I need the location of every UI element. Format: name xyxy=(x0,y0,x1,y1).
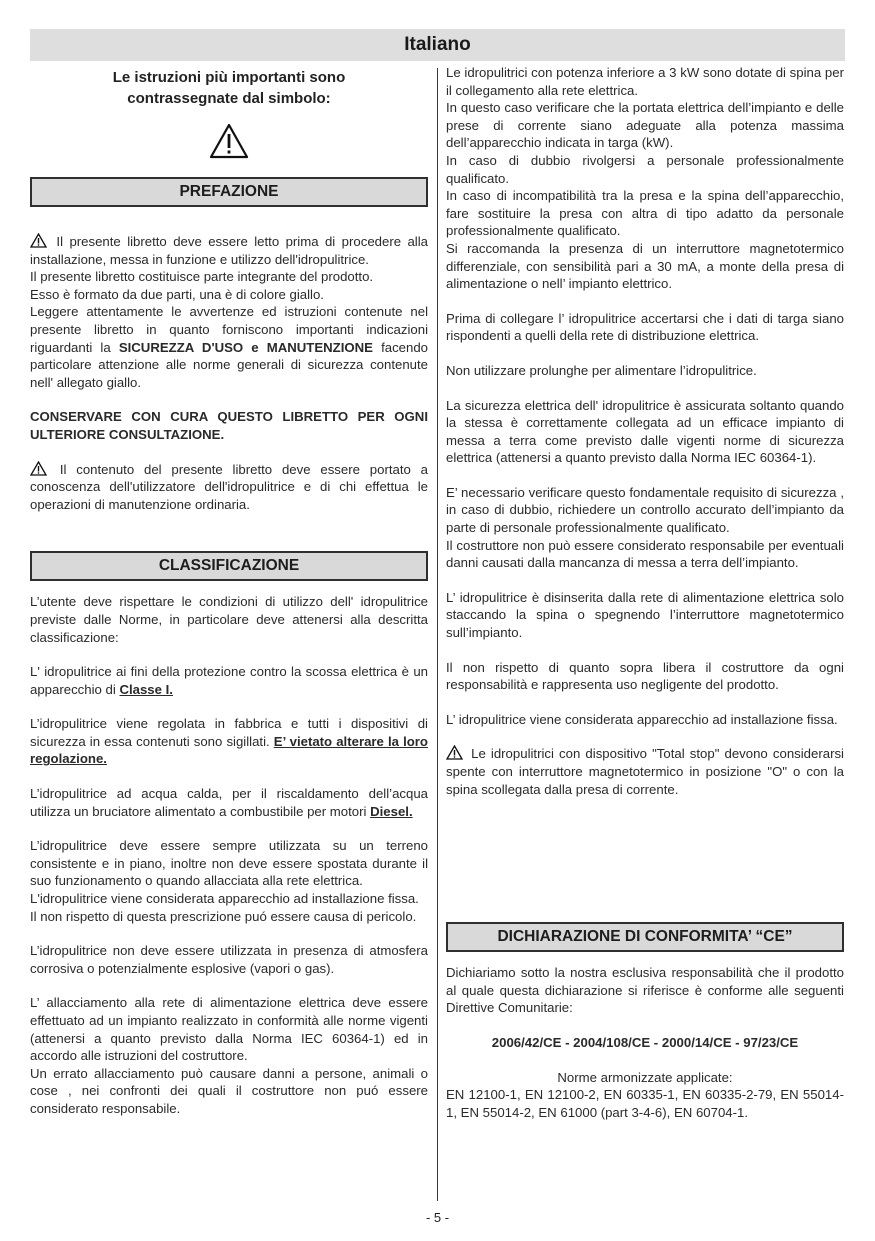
conformita-norme-title: Norme armonizzate applicate: xyxy=(557,1069,733,1085)
warning-icon xyxy=(30,461,47,476)
prefazione-text-d2: SICUREZZA D'USO e MANUTENZIONE xyxy=(118,339,373,355)
prefazione-text-c: Esso è formato da due parti, una è di colore giallo. xyxy=(30,286,324,302)
prefazione-conservare: CONSERVARE CON CURA QUESTO LIBRETTO PER OGNI ULTERIORE CONSULTAZIONE. xyxy=(30,409,428,442)
right-p13: L’ idropulitrice viene considerata apparecchio ad installazione fissa. xyxy=(446,711,838,727)
vietato-alterare: E’ vietato alterare la loro regolazione. xyxy=(30,733,428,767)
classificazione-p7b: Un errato allacciamento può causare danni a persone, animali o cose , nei confronti dei quali il costruttore non puó essere considerato responsabile. xyxy=(30,1065,428,1116)
right-p9: E’ necessario verificare questo fondamentale requisito di sicurezza , in caso di dubbio, richiedere un controllo accurato dell’impianto da parte di personale professionalmente qualificato. xyxy=(446,484,844,536)
classificazione-p3 xyxy=(30,715,428,768)
classificazione-p2 xyxy=(30,663,428,698)
right-p11: L’ idropulitrice è disinserita dalla rete di alimentazione elettrica solo staccando la spina o spegnendo l’interruttore magnetotermico sull’impianto. xyxy=(446,589,844,641)
classificazione-p2-text: L' idropulitrice ai fini della protezione contro la scossa elettrica è un apparecchio di xyxy=(30,664,428,697)
warning-icon xyxy=(446,745,463,760)
classificazione-p7a: L’ allacciamento alla rete di alimentazione elettrica deve essere effettuato ad un impianto realizzato in conformità alle norme vigenti (attenersi a quanto previsto dalla Norma IEC 60364-1) ed in accordo alle istruzioni del costruttore. xyxy=(30,995,428,1064)
classificazione-p5b: L'idropulitrice viene considerata apparecchio ad installazione fissa. xyxy=(30,891,419,907)
prefazione-paragraph-1 xyxy=(30,233,428,268)
right-p5: Si raccomanda la presenza di un interruttore magnetotermico differenziale, con sensibilità pari a 30 mA, a monte della presa di alimentazione o nell’ impianto elettrico. xyxy=(446,240,844,292)
right-p7: Non utilizzare prolunghe per alimentare l’idropulitrice. xyxy=(446,362,757,378)
conformita-p1: Dichiariamo sotto la nostra esclusiva responsabilità che il prodotto al quale questa dichiarazione si riferisce è conforme alle seguenti Direttive Comunitarie: xyxy=(446,965,844,1016)
prefazione-text-a: Il presente libretto deve essere letto prima di procedere alla installazione, messa in funzione e utilizzo dell'idropulitrice. xyxy=(30,234,428,267)
prefazione-heading: PREFAZIONE xyxy=(30,177,428,207)
prefazione-paragraph-3 xyxy=(30,461,428,514)
classificazione-p4-text: L’idropulitrice ad acqua calda, per il riscaldamento dell’acqua utilizza un bruciatore alimentato a combustibile per motori xyxy=(30,786,428,819)
prefazione-text-d1: Leggere attentamente le avvertenze ed istruzioni contenute nel presente libretto in quanto forniscono importanti indicazioni riguardanti la xyxy=(30,304,428,355)
warning-icon xyxy=(209,123,249,159)
right-column xyxy=(446,64,844,1121)
right-p3: In caso di dubbio rivolgersi a personale professionalmente qualificato. xyxy=(446,152,844,186)
right-p12: Il non rispetto di quanto sopra libera il costruttore da ogni responsabilità e rappresenta uso negligente del prodotto. xyxy=(446,659,844,693)
right-p8: La sicurezza elettrica dell' idropulitrice è assicurata soltanto quando la stessa è correttamente collegata ad un efficace impianto di messa a terra come previsto dalle vigenti norme di sicurezza elettrica (attenersi a quanto previsto dalla Norma IEC 60364-1). xyxy=(446,397,844,466)
left-column xyxy=(30,64,428,1118)
right-p10: Il costruttore non può essere considerato responsabile per eventuali danni causati dalla mancanza di messa a terra dell’impianto. xyxy=(446,537,844,571)
conformita-norme-list: EN 12100-1, EN 12100-2, EN 60335-1, EN 60335-2-79, EN 55014-1, EN 55014-2, EN 61000 (part 3-4-6), EN 60704-1. xyxy=(446,1087,844,1120)
warning-icon xyxy=(30,233,47,248)
conformita-directives: 2006/42/CE - 2004/108/CE - 2000/14/CE - 97/23/CE xyxy=(491,1034,799,1050)
prefazione-text-b: Il presente libretto costituisce parte integrante del prodotto. xyxy=(30,269,374,285)
column-divider xyxy=(437,68,438,1201)
prefazione-text-d3: facendo particolare attenzione alle norme generali di sicurezza contenute nell' allegato giallo. xyxy=(30,339,429,390)
right-p14 xyxy=(446,745,844,798)
page-number: - 5 - xyxy=(425,1210,450,1225)
classificazione-p1: L’utente deve rispettare le condizioni di utilizzo dell' idropulitrice previste dalle Norme, in particolare deve attenersi alla descritta classificazione: xyxy=(30,594,428,645)
classificazione-p3-text: L’idropulitrice viene regolata in fabbrica e tutti i dispositivi di sicurezza in essa contenuti sono sigillati. xyxy=(30,716,428,749)
right-p1: Le idropulitrici con potenza inferiore a 3 kW sono dotate di spina per il collegamento alla rete elettrica. xyxy=(446,65,844,98)
right-p4: In caso di incompatibilità tra la presa e la spina dell’apparecchio, fare sostituire la presa con altra di tipo adatto da personale professionalmente qualificato. xyxy=(446,188,844,239)
intro-title-line-1: Le istruzioni più importanti sono xyxy=(112,69,346,86)
classificazione-p5a: L’idropulitrice deve essere sempre utilizzata su un terreno consistente e in piano, inoltre non deve essere spostata durante il suo funzionamento o quando allacciata alla rete elettrica. xyxy=(30,838,428,889)
classificazione-p4 xyxy=(30,785,428,820)
intro-title-line-2: contrassegnate dal simbolo: xyxy=(127,90,331,107)
prefazione-text-d xyxy=(30,303,428,391)
conformita-heading: DICHIARAZIONE DI CONFORMITA’ “CE” xyxy=(446,922,844,952)
right-p14-text: Le idropulitrici con dispositivo "Total stop" devono considerarsi spente con interruttore magnetotermico in posizione "O" o con la spina scollegata dalla presa di corrente. xyxy=(446,746,844,797)
right-p2: In questo caso verificare che la portata elettrica dell’impianto e delle prese di corrente siano adeguate alla potenza massima dell’apparecchio indicata in targa (kW). xyxy=(446,100,844,151)
classificazione-p5c: Il non rispetto di questa prescrizione puó essere causa di pericolo. xyxy=(30,908,417,924)
right-p6: Prima di collegare l’ idropulitrice accertarsi che i dati di targa siano rispondenti a quelli della rete di distribuzione elettrica. xyxy=(446,310,844,344)
classificazione-heading: CLASSIFICAZIONE xyxy=(30,551,428,581)
classe-i: Classe I. xyxy=(119,681,173,697)
prefazione-text-3: Il contenuto del presente libretto deve essere portato a conoscenza dell'utilizzatore dell'idropulitrice e di chi effettua le operazioni di manutenzione ordinaria. xyxy=(30,461,428,512)
classificazione-p6: L’idropulitrice non deve essere utilizzata in presenza di atmosfera corrosiva o potenzialmente esplosive (vapori o gas). xyxy=(30,943,428,976)
language-header: Italiano xyxy=(30,29,845,61)
diesel: Diesel. xyxy=(370,803,413,819)
